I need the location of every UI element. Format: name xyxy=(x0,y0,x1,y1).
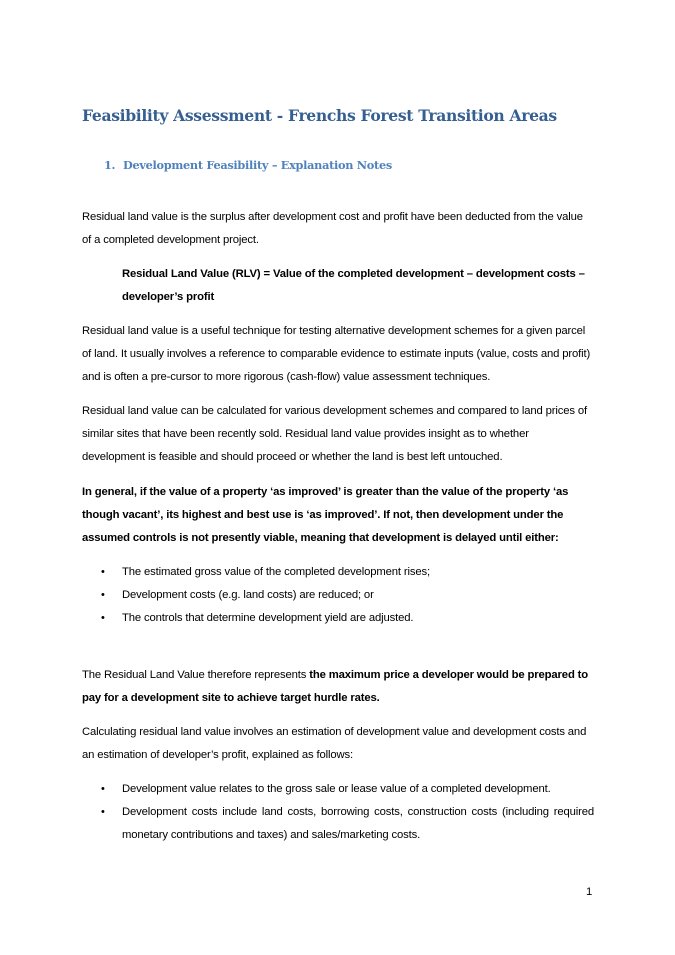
paragraph-rlv-represents xyxy=(82,664,594,710)
section-number: 1. xyxy=(104,158,116,172)
list-item xyxy=(82,801,594,847)
paragraph-rlv-comparison: Residual land value can be calculated for various development schemes and compared to land prices of similar sites that have been recently sold. Residual land value provides insight as to whether development is feasible and should proceed or whether the land is best left untouched. xyxy=(82,405,587,463)
list-item xyxy=(82,584,594,607)
paragraph-rlv-technique: Residual land value is a useful technique for testing alternative development schemes for a given parcel of land. It usually involves a reference to comparable evidence to estimate inputs (value, costs and profit) and is often a pre-cursor to more rigorous (cash-flow) value assessment techniques. xyxy=(82,325,591,383)
paragraph-highest-best-use: In general, if the value of a property ‘as improved’ is greater than the value of the property ‘as though vacant’, its highest and best use is ‘as improved’. If not, then development under the assumed controls is not presently viable, meaning that development is delayed until either: xyxy=(82,486,569,544)
section-heading-text: Development Feasibility – Explanation Notes xyxy=(123,158,392,172)
list-item xyxy=(82,607,594,630)
rlv-formula: Residual Land Value (RLV) = Value of the completed development – development costs – developer’s profit xyxy=(122,268,585,303)
paragraph-emphasis-text: the maximum price a developer would be prepared to pay for a development site to achieve target hurdle rates. xyxy=(82,669,589,704)
bullet-icon: • xyxy=(101,589,105,601)
list-item-text: Development costs (e.g. land costs) are reduced; or xyxy=(122,589,374,601)
list-item xyxy=(82,778,594,801)
paragraph-lead-text: The Residual Land Value therefore represents xyxy=(82,669,310,681)
list-item xyxy=(82,561,594,584)
list-item-text: Development costs include land costs, borrowing costs, construction costs (including required monetary contributions and taxes) and sales/marketing costs. xyxy=(122,806,594,841)
bullet-icon: • xyxy=(101,783,105,795)
section-heading xyxy=(104,158,392,172)
paragraph-rlv-definition: Residual land value is the surplus after development cost and profit have been deducted from the value of a completed development project. xyxy=(82,211,583,246)
list-item-text: The estimated gross value of the completed development rises; xyxy=(122,566,430,578)
list-item-text: The controls that determine development yield are adjusted. xyxy=(122,612,414,624)
page-number: 1 xyxy=(586,886,593,898)
list-item-text: Development value relates to the gross sale or lease value of a completed development. xyxy=(122,783,551,795)
bullet-icon: • xyxy=(101,566,105,578)
bullet-icon: • xyxy=(101,612,105,624)
bullet-icon: • xyxy=(101,806,105,818)
delay-conditions-list xyxy=(82,561,594,630)
paragraph-calculation: Calculating residual land value involves an estimation of development value and development costs and an estimation of developer’s profit, explained as follows: xyxy=(82,726,587,761)
document-title: Feasibility Assessment - Frenchs Forest Transition Areas xyxy=(82,106,557,125)
calculation-components-list xyxy=(82,778,594,847)
